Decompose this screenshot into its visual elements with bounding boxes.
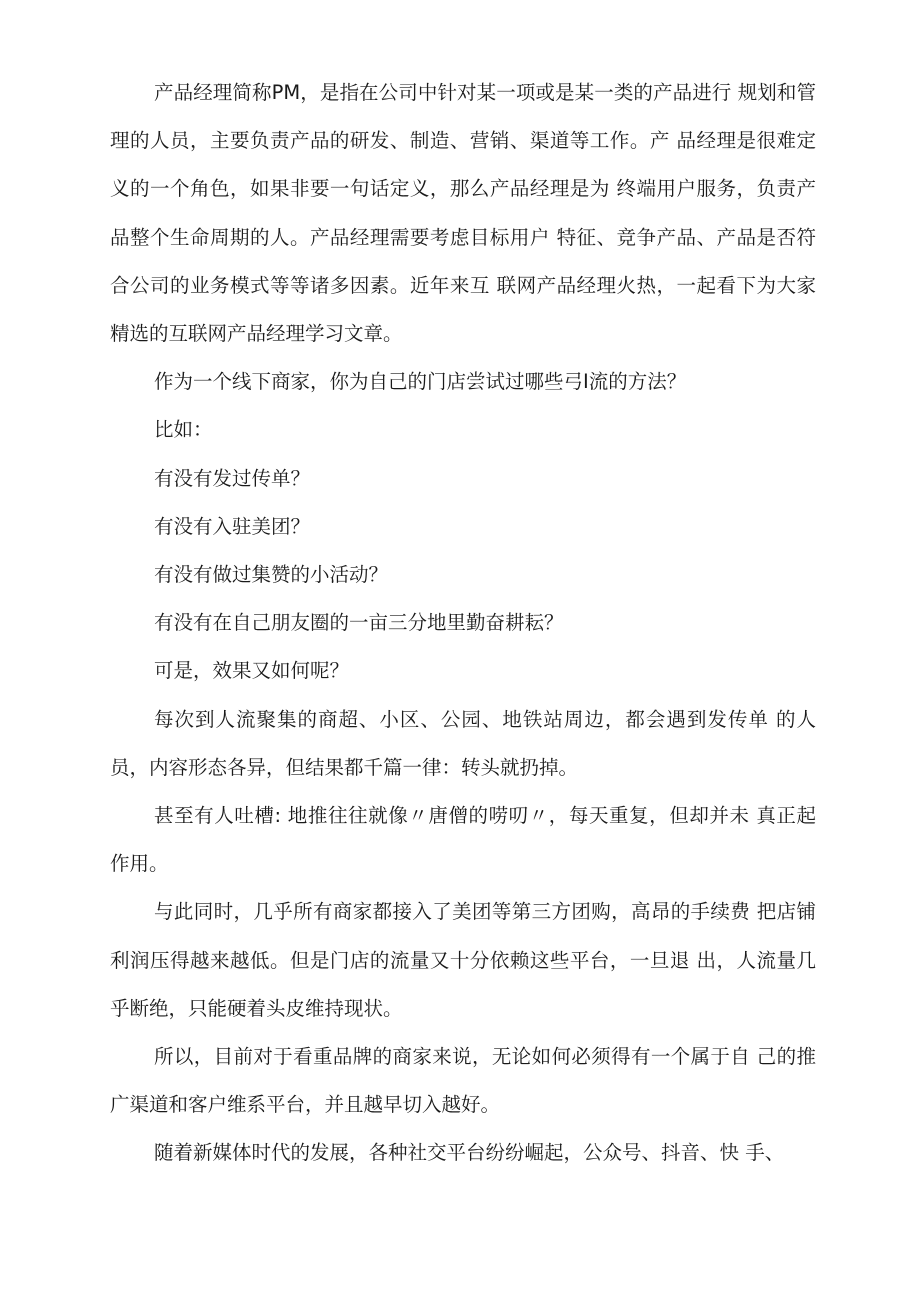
paragraph-example-likes: 有没有做过集赞的小活动？: [154, 563, 389, 587]
paragraph-effect-question: 可是，效果又如何呢？: [154, 659, 350, 683]
paragraph-conclusion: 所以，目前对于看重品牌的商家来说，无论如何必须得有一个属于自 己的推广渠道和客户维系平台，并且越早切入越好。: [110, 1045, 816, 1117]
document-body: [110, 69, 816, 1178]
paragraph-example-meituan: 有没有入驻美团？: [154, 514, 311, 538]
paragraph-example-flyers: 有没有发过传单？: [154, 466, 311, 490]
paragraph-flyer-experience: 每次到人流聚集的商超、小区、公园、地铁站周边，都会遇到发传单 的人员，内容形态各异，但结果都千篇一律：转头就扔掉。: [110, 707, 816, 779]
paragraph-example-lead: 比如：: [154, 418, 213, 442]
paragraph-question: 作为一个线下商家，你为自己的门店尝试过哪些弓I流的方法？: [154, 370, 687, 394]
paragraph-example-moments: 有没有在自己朋友圈的一亩三分地里勤奋耕耘？: [154, 611, 564, 635]
paragraph-platform-dependence: 与此同时，几乎所有商家都接入了美团等第三方团购，高昂的手续费 把店铺利润压得越来越低。但是门店的流量又十分依赖这些平台，一旦退 出，人流量几乎断绝，只能硬着头皮维持现状。: [110, 900, 816, 1020]
paragraph-complaint: 甚至有人吐槽: 地推往往就像〃唐僧的唠叨〃，每天重复，但却并未 真正起作用。: [110, 804, 816, 876]
paragraph-new-media: 随着新媒体时代的发展，各种社交平台纷纷崛起，公众号、抖音、快 手、: [154, 1141, 785, 1165]
paragraph-intro: 产品经理简称PM，是指在公司中针对某一项或是某一类的产品进行 规划和管理的人员，主要负责产品的研发、制造、营销、渠道等工作。产 品经理是很难定义的一个角色，如果非要一句话定义，那么产品经理是为 终端用户服务，负责产品整个生命周期的人。产品经理需要考虑目标用户 特征、竞争产品、产品是否符合公司的业务模式等等诸多因素。近年来互 联网产品经理火热，一起看下为大家精选的互联网产品经理学习文章。: [110, 81, 816, 346]
